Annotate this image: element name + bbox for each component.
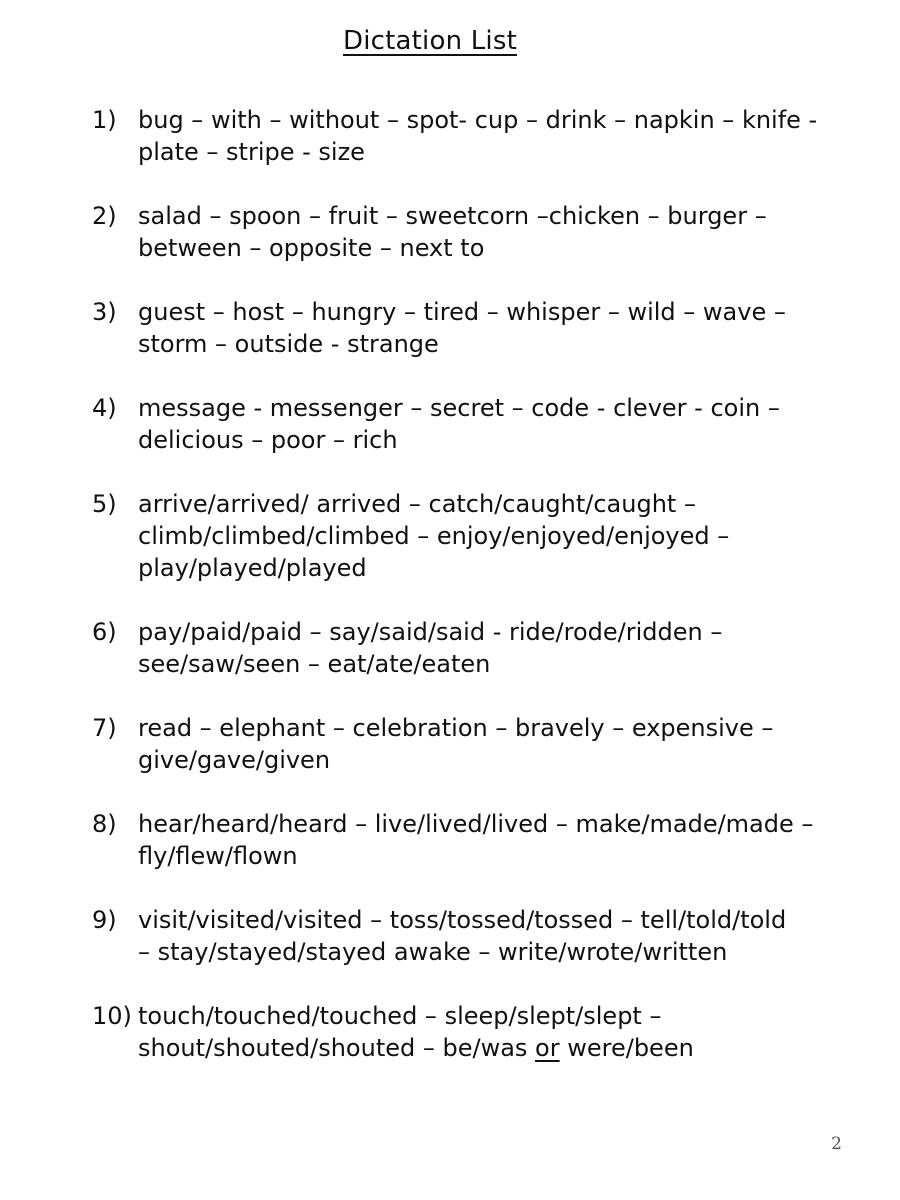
- item-line: – stay/stayed/stayed awake – write/wrote/written: [138, 938, 728, 966]
- item-text: [138, 904, 882, 968]
- list-item: [92, 200, 882, 264]
- item-text: [138, 200, 882, 264]
- list-item: [92, 296, 882, 360]
- item-text: [138, 808, 882, 872]
- item-text: [138, 392, 882, 456]
- item-number: 6): [92, 618, 117, 646]
- item-line: see/saw/seen – eat/ate/eaten: [138, 650, 491, 678]
- item-line: [138, 1032, 882, 1064]
- list-item: [92, 616, 882, 680]
- item-line: message - messenger – secret – code - clever - coin –: [138, 394, 780, 422]
- list-item: [92, 712, 882, 776]
- item-line: touch/touched/touched – sleep/slept/slept –: [138, 1002, 662, 1030]
- item-number: 7): [92, 714, 117, 742]
- item-line: storm – outside - strange: [138, 330, 439, 358]
- item-text: [138, 712, 882, 776]
- list-item: [92, 392, 882, 456]
- item-line-start: shout/shouted/shouted – be/was: [138, 1034, 536, 1062]
- item-number: 2): [92, 202, 117, 230]
- item-line: between – opposite – next to: [138, 234, 485, 262]
- item-line: fly/flew/flown: [138, 842, 298, 870]
- item-number: 10): [92, 1002, 132, 1030]
- item-number: 3): [92, 298, 117, 326]
- item-line: play/played/played: [138, 554, 367, 582]
- list-item: [92, 104, 882, 168]
- item-line: plate – stripe - size: [138, 138, 365, 166]
- item-line: read – elephant – celebration – bravely – expensive –: [138, 714, 774, 742]
- page-title: Dictation List: [343, 26, 517, 56]
- item-text: [138, 104, 882, 168]
- item-line: arrive/arrived/ arrived – catch/caught/caught –: [138, 490, 696, 518]
- list-item: [92, 808, 882, 872]
- item-line: guest – host – hungry – tired – whisper – wild – wave –: [138, 298, 786, 326]
- dictation-list: [92, 104, 882, 1096]
- item-line: climb/climbed/climbed – enjoy/enjoyed/enjoyed –: [138, 522, 730, 550]
- item-text: [138, 488, 882, 584]
- item-number: 8): [92, 810, 117, 838]
- item-line: delicious – poor – rich: [138, 426, 398, 454]
- item-number: 9): [92, 906, 117, 934]
- list-item: [92, 1000, 882, 1064]
- item-number: 1): [92, 106, 117, 134]
- underlined-word: or: [535, 1034, 560, 1062]
- item-line: pay/paid/paid – say/said/said - ride/rode/ridden –: [138, 618, 723, 646]
- item-line: bug – with – without – spot- cup – drink – napkin – knife -: [138, 106, 818, 134]
- page-number: 2: [831, 1134, 842, 1154]
- list-item: [92, 904, 882, 968]
- item-line: salad – spoon – fruit – sweetcorn –chicken – burger –: [138, 202, 767, 230]
- item-text: [138, 1000, 882, 1064]
- item-number: 4): [92, 394, 117, 422]
- list-item: [92, 488, 882, 584]
- item-text: [138, 616, 882, 680]
- item-line: hear/heard/heard – live/lived/lived – make/made/made –: [138, 810, 814, 838]
- item-line-end: were/been: [559, 1034, 694, 1062]
- item-line: give/gave/given: [138, 746, 331, 774]
- item-text: [138, 296, 882, 360]
- item-line: visit/visited/visited – toss/tossed/tossed – tell/told/told: [138, 906, 787, 934]
- item-number: 5): [92, 490, 117, 518]
